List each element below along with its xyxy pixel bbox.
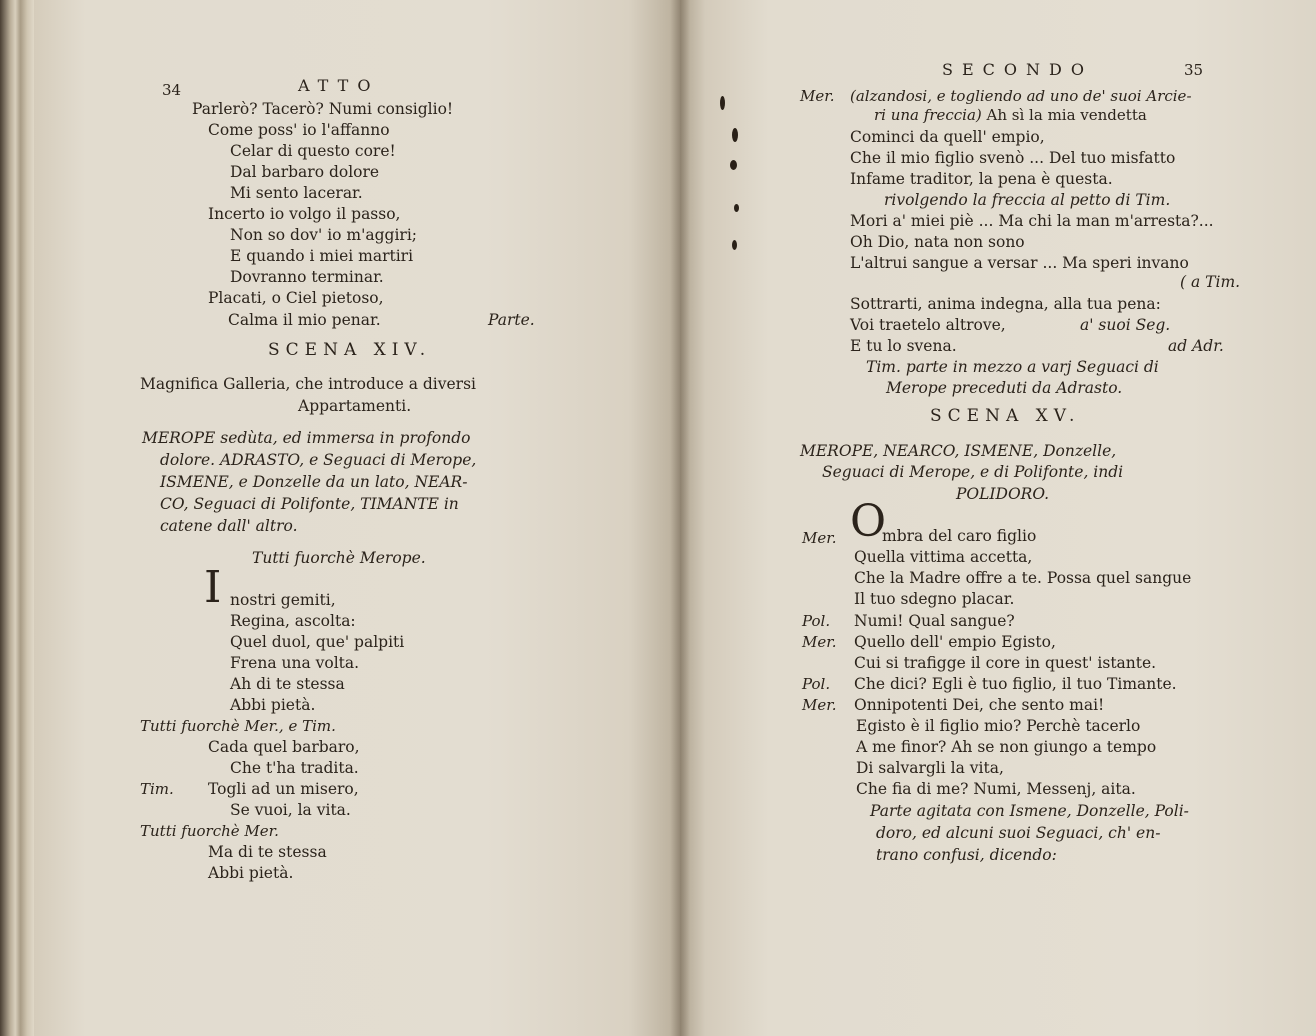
verse-line: Abbi pietà. <box>230 696 316 714</box>
aria-line: Parlerò? Tacerò? Numi consiglio! <box>192 100 454 118</box>
verse-line: mbra del caro figlio <box>882 527 1037 545</box>
verse-line: Egisto è il figlio mio? Perchè tacerlo <box>856 717 1141 735</box>
cast-line: POLIDORO. <box>956 485 1050 503</box>
verse-line: L'altrui sangue a versar ... Ma speri invano <box>850 254 1189 272</box>
right-page <box>680 0 1316 1036</box>
exit-direction: Parte. <box>488 311 535 329</box>
verse-line: Togli ad un misero, <box>208 780 359 798</box>
speaker-label: Pol. <box>802 675 831 693</box>
stage-direction-line: MEROPE sedùta, ed immersa in profondo <box>142 429 471 447</box>
stage-direction-line: (alzandosi, e togliendo ad uno de' suoi Arcie- <box>850 87 1192 105</box>
scene-heading-xv: SCENA XV. <box>930 406 1081 426</box>
cast-line: MEROPE, NEARCO, ISMENE, Donzelle, <box>800 442 1117 460</box>
scene-heading-xiv: SCENA XIV. <box>268 340 432 360</box>
setting-line: Magnifica Galleria, che introduce a diversi <box>140 375 476 393</box>
verse-line: Cada quel barbaro, <box>208 738 360 756</box>
verse-line: Cominci da quell' empio, <box>850 128 1045 146</box>
stage-direction-inline: ri una freccia) <box>874 106 982 124</box>
speaker-label: Mer. <box>802 633 837 651</box>
speaker-label: Mer. <box>802 696 837 714</box>
aria-line: Dovranno terminar. <box>230 268 384 286</box>
aria-line: Calma il mio penar. <box>228 311 381 329</box>
aria-line: Celar di questo core! <box>230 142 396 160</box>
ink-mark <box>730 160 737 170</box>
aside-direction: ad Adr. <box>1168 337 1224 355</box>
aria-line: Placati, o Ciel pietoso, <box>208 289 384 307</box>
verse-line: nostri gemiti, <box>230 591 336 609</box>
stage-direction-line: dolore. ADRASTO, e Seguaci di Merope, <box>160 451 477 469</box>
verse-line: Che il mio figlio svenò ... Del tuo misfatto <box>850 149 1176 167</box>
verse-line: A me finor? Ah se non giungo a tempo <box>856 738 1157 756</box>
speaker-label: Mer. <box>802 529 837 547</box>
page-edges <box>0 0 34 1036</box>
aria-line: E quando i miei martiri <box>230 247 414 265</box>
stage-direction-line: ISMENE, e Donzelle da un lato, NEAR- <box>160 473 468 491</box>
stage-direction-line: Parte agitata con Ismene, Donzelle, Poli- <box>870 802 1189 820</box>
aria-line: Non so dov' io m'aggiri; <box>230 226 418 244</box>
setting-line: Appartamenti. <box>298 397 412 415</box>
verse-line: Se vuoi, la vita. <box>230 801 351 819</box>
verse-line: Quella vittima accetta, <box>854 548 1033 566</box>
verse-line: Frena una volta. <box>230 654 360 672</box>
verse-line: Oh Dio, nata non sono <box>850 233 1025 251</box>
chorus-direction: Tutti fuorchè Merope. <box>252 549 426 567</box>
aria-line: Come poss' io l'affanno <box>208 121 390 139</box>
cast-line: Seguaci di Merope, e di Polifonte, indi <box>822 463 1124 481</box>
aria-line: Dal barbaro dolore <box>230 163 380 181</box>
verse-line: Numi! Qual sangue? <box>854 612 1015 630</box>
ink-mark <box>732 240 737 250</box>
verse-line: Infame traditor, la pena è questa. <box>850 170 1113 188</box>
verse-line: Regina, ascolta: <box>230 612 356 630</box>
ink-mark <box>734 204 739 212</box>
running-head-left: ATTO <box>298 76 380 95</box>
verse-text: Ah sì la mia vendetta <box>981 106 1147 124</box>
stage-direction-line: doro, ed alcuni suoi Seguaci, ch' en- <box>876 824 1161 842</box>
aside-direction: a' suoi Seg. <box>1080 316 1171 334</box>
verse-line: Ma di te stessa <box>208 843 327 861</box>
verse-line: Sottrarti, anima indegna, alla tua pena: <box>850 295 1161 313</box>
verse-line: Di salvargli la vita, <box>856 759 1004 777</box>
verse-line: Onnipotenti Dei, che sento mai! <box>854 696 1105 714</box>
stage-direction-line: Merope preceduti da Adrasto. <box>886 379 1123 397</box>
stage-direction-line: rivolgendo la freccia al petto di Tim. <box>884 191 1171 209</box>
verse-line: Che la Madre offre a te. Possa quel sangue <box>854 569 1192 587</box>
verse-line <box>874 105 1147 125</box>
speaker-label: Tutti fuorchè Mer., e Tim. <box>140 717 336 735</box>
speaker-label: Tim. <box>140 780 174 798</box>
speaker-label: Mer. <box>800 87 835 105</box>
left-page <box>34 0 680 1036</box>
speaker-label: Pol. <box>802 612 831 630</box>
stage-direction-line: catene dall' altro. <box>160 517 298 535</box>
page-number-right: 35 <box>1184 61 1204 79</box>
aria-line: Mi sento lacerar. <box>230 184 363 202</box>
stage-direction-line: Tim. parte in mezzo a varj Seguaci di <box>866 358 1159 376</box>
drop-cap: I <box>204 562 222 613</box>
drop-cap: O <box>850 496 887 547</box>
verse-line: Che fia di me? Numi, Messenj, aita. <box>856 780 1136 798</box>
verse-line: Mori a' miei piè ... Ma chi la man m'arresta?... <box>850 212 1214 230</box>
speaker-label: Tutti fuorchè Mer. <box>140 822 279 840</box>
running-head-right: SECONDO <box>942 60 1093 79</box>
verse-line: Abbi pietà. <box>208 864 294 882</box>
verse-line: E tu lo svena. <box>850 337 957 355</box>
verse-line: Che t'ha tradita. <box>230 759 359 777</box>
verse-line: Quello dell' empio Egisto, <box>854 633 1056 651</box>
verse-line: Che dici? Egli è tuo figlio, il tuo Timante. <box>854 675 1177 693</box>
aside-direction: ( a Tim. <box>1180 273 1241 291</box>
page-number-left: 34 <box>162 81 182 99</box>
stage-direction-line: CO, Seguaci di Polifonte, TIMANTE in <box>160 495 459 513</box>
verse-line: Quel duol, que' palpiti <box>230 633 405 651</box>
verse-line: Cui si trafigge il core in quest' istante. <box>854 654 1157 672</box>
aria-line: Incerto io volgo il passo, <box>208 205 401 223</box>
verse-line: Ah di te stessa <box>230 675 345 693</box>
stage-direction-line: trano confusi, dicendo: <box>876 846 1057 864</box>
ink-mark <box>720 96 725 110</box>
book-gutter <box>670 0 690 1036</box>
ink-mark <box>732 128 738 142</box>
verse-line: Voi traetelo altrove, <box>850 316 1006 334</box>
verse-line: Il tuo sdegno placar. <box>854 590 1015 608</box>
